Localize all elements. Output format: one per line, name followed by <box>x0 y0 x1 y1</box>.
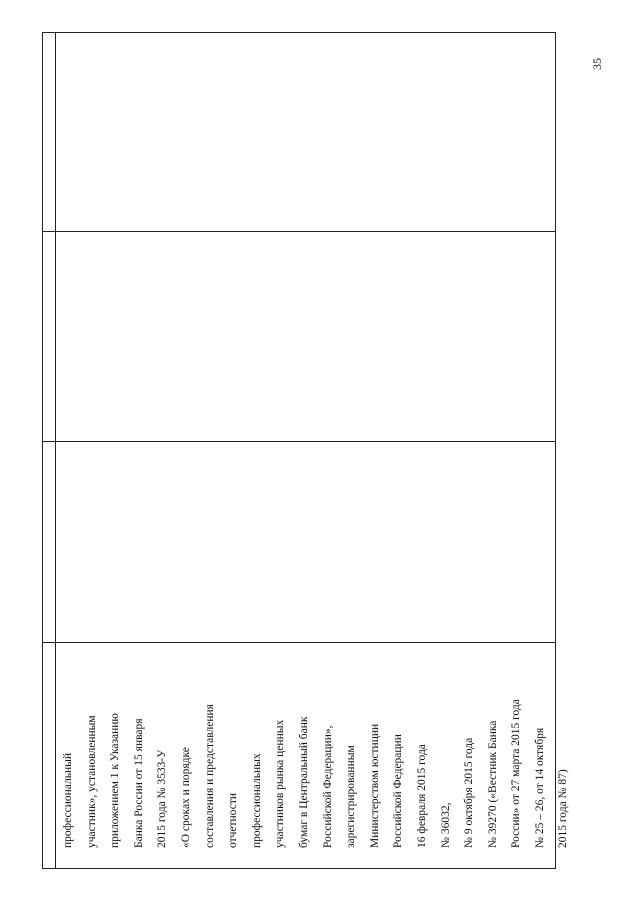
cell-line: участник», установленным <box>85 715 98 848</box>
cell-line: отчетности <box>227 792 240 848</box>
cell-line: Российской Федерации», <box>321 725 334 848</box>
cell-line: профессиональный <box>62 753 74 848</box>
cell-line: «О сроках и порядке <box>179 747 192 848</box>
cell-line: профессиональных <box>250 753 263 848</box>
table-row-divider <box>43 231 555 232</box>
cell-line: приложением 1 к Указанию <box>109 712 122 848</box>
page-number: 35 <box>589 58 604 70</box>
table-row-divider <box>43 642 555 643</box>
cell-line: бумаг в Центральный банк <box>297 716 310 848</box>
table-cell-text <box>59 648 578 848</box>
cell-line: № 9 октября 2015 года <box>463 737 476 848</box>
table-column-divider <box>55 33 56 868</box>
cell-line: № 39270 («Вестник Банка <box>486 720 499 848</box>
cell-line: Российской Федерации <box>392 734 405 848</box>
cell-line: Министерством юстиции <box>368 723 381 848</box>
table-row-divider <box>43 441 555 442</box>
cell-line: 2015 года № 3533-У <box>156 749 169 848</box>
cell-line: составления и представления <box>203 704 216 848</box>
cell-line: России» от 27 марта 2015 года <box>510 699 523 848</box>
cell-line: Банка России от 15 января <box>132 718 145 848</box>
cell-line: 16 февраля 2015 года <box>415 744 428 848</box>
cell-line: 2015 года № 87) <box>557 769 570 848</box>
cell-line: зарегистрированным <box>345 745 358 848</box>
cell-line: участников рынка ценных <box>274 719 287 848</box>
cell-line: № 36032, <box>439 802 452 848</box>
cell-line: № 25 – 26, от 14 октября <box>533 727 546 848</box>
